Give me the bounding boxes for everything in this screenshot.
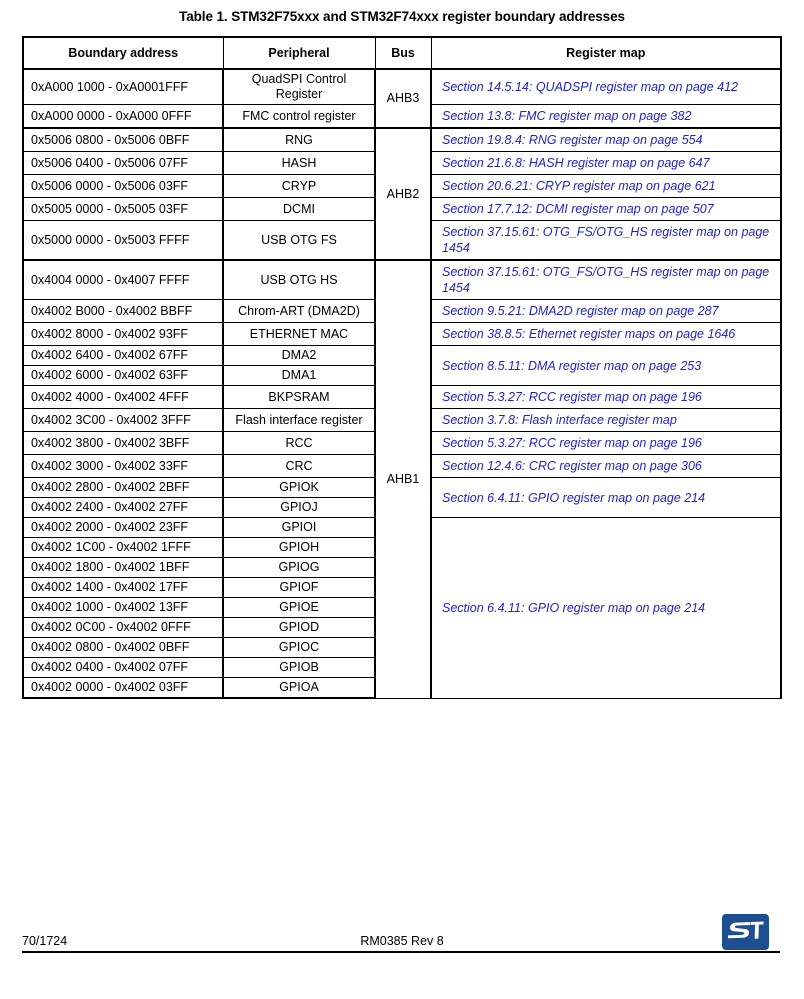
cell-peripheral: BKPSRAM <box>223 386 375 409</box>
cell-peripheral: GPIOE <box>223 598 375 618</box>
cell-peripheral: DMA2 <box>223 346 375 366</box>
cell-peripheral: GPIOA <box>223 678 375 699</box>
cell-peripheral: RNG <box>223 128 375 152</box>
footer-page-number: 70/1724 <box>22 934 68 948</box>
cell-peripheral: ETHERNET MAC <box>223 323 375 346</box>
cell-peripheral: Flash interface register <box>223 409 375 432</box>
cell-register-map-link[interactable]: Section 5.3.27: RCC register map on page 196 <box>431 386 781 409</box>
cell-peripheral: GPIOH <box>223 538 375 558</box>
cell-boundary-address: 0x4002 6400 - 0x4002 67FF <box>23 346 223 366</box>
cell-boundary-address: 0x4002 2400 - 0x4002 27FF <box>23 498 223 518</box>
cell-boundary-address: 0x4002 B000 - 0x4002 BBFF <box>23 300 223 323</box>
table-row <box>23 260 781 300</box>
cell-boundary-address: 0x4002 3000 - 0x4002 33FF <box>23 455 223 478</box>
cell-boundary-address: 0x5006 0000 - 0x5006 03FF <box>23 175 223 198</box>
cell-peripheral: FMC control register <box>223 105 375 129</box>
cell-register-map-link[interactable]: Section 13.8: FMC register map on page 382 <box>431 105 781 129</box>
cell-peripheral: GPIOG <box>223 558 375 578</box>
table-row <box>23 69 781 105</box>
cell-boundary-address: 0x5006 0400 - 0x5006 07FF <box>23 152 223 175</box>
cell-peripheral: DMA1 <box>223 366 375 386</box>
cell-boundary-address: 0x4002 2800 - 0x4002 2BFF <box>23 478 223 498</box>
cell-boundary-address: 0x4002 8000 - 0x4002 93FF <box>23 323 223 346</box>
cell-peripheral: GPIOF <box>223 578 375 598</box>
cell-boundary-address: 0x4002 0400 - 0x4002 07FF <box>23 658 223 678</box>
cell-peripheral: USB OTG FS <box>223 221 375 261</box>
column-header-boundary-address: Boundary address <box>23 37 223 69</box>
cell-boundary-address: 0x4002 0800 - 0x4002 0BFF <box>23 638 223 658</box>
table-header-row <box>23 37 781 69</box>
cell-boundary-address: 0x4002 3C00 - 0x4002 3FFF <box>23 409 223 432</box>
cell-register-map-link[interactable]: Section 9.5.21: DMA2D register map on page 287 <box>431 300 781 323</box>
cell-bus: AHB3 <box>375 69 431 128</box>
cell-register-map-link[interactable]: Section 37.15.61: OTG_FS/OTG_HS register map on page 1454 <box>431 260 781 300</box>
cell-peripheral: HASH <box>223 152 375 175</box>
table-caption: Table 1. STM32F75xxx and STM32F74xxx register boundary addresses <box>179 9 625 24</box>
cell-boundary-address: 0x5005 0000 - 0x5005 03FF <box>23 198 223 221</box>
cell-register-map-link[interactable]: Section 21.6.8: HASH register map on page 647 <box>431 152 781 175</box>
cell-peripheral: GPIOJ <box>223 498 375 518</box>
cell-register-map-link[interactable]: Section 17.7.12: DCMI register map on page 507 <box>431 198 781 221</box>
cell-peripheral: GPIOK <box>223 478 375 498</box>
cell-boundary-address: 0x4002 0000 - 0x4002 03FF <box>23 678 223 699</box>
cell-boundary-address: 0x5000 0000 - 0x5003 FFFF <box>23 221 223 261</box>
cell-peripheral: RCC <box>223 432 375 455</box>
cell-boundary-address: 0x4002 1000 - 0x4002 13FF <box>23 598 223 618</box>
cell-bus: AHB2 <box>375 128 431 260</box>
cell-peripheral: GPIOC <box>223 638 375 658</box>
cell-register-map-link[interactable]: Section 12.4.6: CRC register map on page 306 <box>431 455 781 478</box>
cell-boundary-address: 0x4004 0000 - 0x4007 FFFF <box>23 260 223 300</box>
cell-boundary-address: 0x4002 3800 - 0x4002 3BFF <box>23 432 223 455</box>
cell-boundary-address: 0x4002 1800 - 0x4002 1BFF <box>23 558 223 578</box>
cell-bus: AHB1 <box>375 260 431 698</box>
cell-boundary-address: 0xA000 1000 - 0xA0001FFF <box>23 69 223 105</box>
footer-divider <box>22 951 780 953</box>
table-header <box>23 37 781 69</box>
table-row <box>23 128 781 152</box>
cell-peripheral: USB OTG HS <box>223 260 375 300</box>
cell-register-map-link[interactable]: Section 6.4.11: GPIO register map on page 214 <box>431 518 781 699</box>
column-header-peripheral: Peripheral <box>223 37 375 69</box>
cell-peripheral: GPIOI <box>223 518 375 538</box>
footer-document-reference: RM0385 Rev 8 <box>360 934 444 948</box>
cell-register-map-link[interactable]: Section 3.7.8: Flash interface register map <box>431 409 781 432</box>
cell-register-map-link[interactable]: Section 20.6.21: CRYP register map on page 621 <box>431 175 781 198</box>
cell-register-map-link[interactable]: Section 38.8.5: Ethernet register maps on page 1646 <box>431 323 781 346</box>
st-logo-icon <box>722 914 769 950</box>
cell-boundary-address: 0xA000 0000 - 0xA000 0FFF <box>23 105 223 129</box>
cell-register-map-link[interactable]: Section 14.5.14: QUADSPI register map on page 412 <box>431 69 781 105</box>
cell-register-map-link[interactable]: Section 19.8.4: RNG register map on page 554 <box>431 128 781 152</box>
table-body <box>23 69 781 698</box>
cell-boundary-address: 0x4002 6000 - 0x4002 63FF <box>23 366 223 386</box>
cell-register-map-link[interactable]: Section 6.4.11: GPIO register map on page 214 <box>431 478 781 518</box>
cell-boundary-address: 0x4002 4000 - 0x4002 4FFF <box>23 386 223 409</box>
cell-peripheral: GPIOD <box>223 618 375 638</box>
column-header-register-map: Register map <box>431 37 781 69</box>
cell-peripheral: CRC <box>223 455 375 478</box>
cell-peripheral: CRYP <box>223 175 375 198</box>
cell-register-map-link[interactable]: Section 8.5.11: DMA register map on page 253 <box>431 346 781 386</box>
cell-peripheral: GPIOB <box>223 658 375 678</box>
cell-register-map-link[interactable]: Section 37.15.61: OTG_FS/OTG_HS register map on page 1454 <box>431 221 781 261</box>
cell-boundary-address: 0x4002 1C00 - 0x4002 1FFF <box>23 538 223 558</box>
cell-peripheral: Chrom-ART (DMA2D) <box>223 300 375 323</box>
cell-boundary-address: 0x5006 0800 - 0x5006 0BFF <box>23 128 223 152</box>
column-header-bus: Bus <box>375 37 431 69</box>
cell-peripheral: QuadSPI Control Register <box>223 69 375 105</box>
cell-boundary-address: 0x4002 1400 - 0x4002 17FF <box>23 578 223 598</box>
cell-boundary-address: 0x4002 0C00 - 0x4002 0FFF <box>23 618 223 638</box>
cell-boundary-address: 0x4002 2000 - 0x4002 23FF <box>23 518 223 538</box>
register-boundary-table <box>22 36 782 699</box>
cell-peripheral: DCMI <box>223 198 375 221</box>
cell-register-map-link[interactable]: Section 5.3.27: RCC register map on page 196 <box>431 432 781 455</box>
